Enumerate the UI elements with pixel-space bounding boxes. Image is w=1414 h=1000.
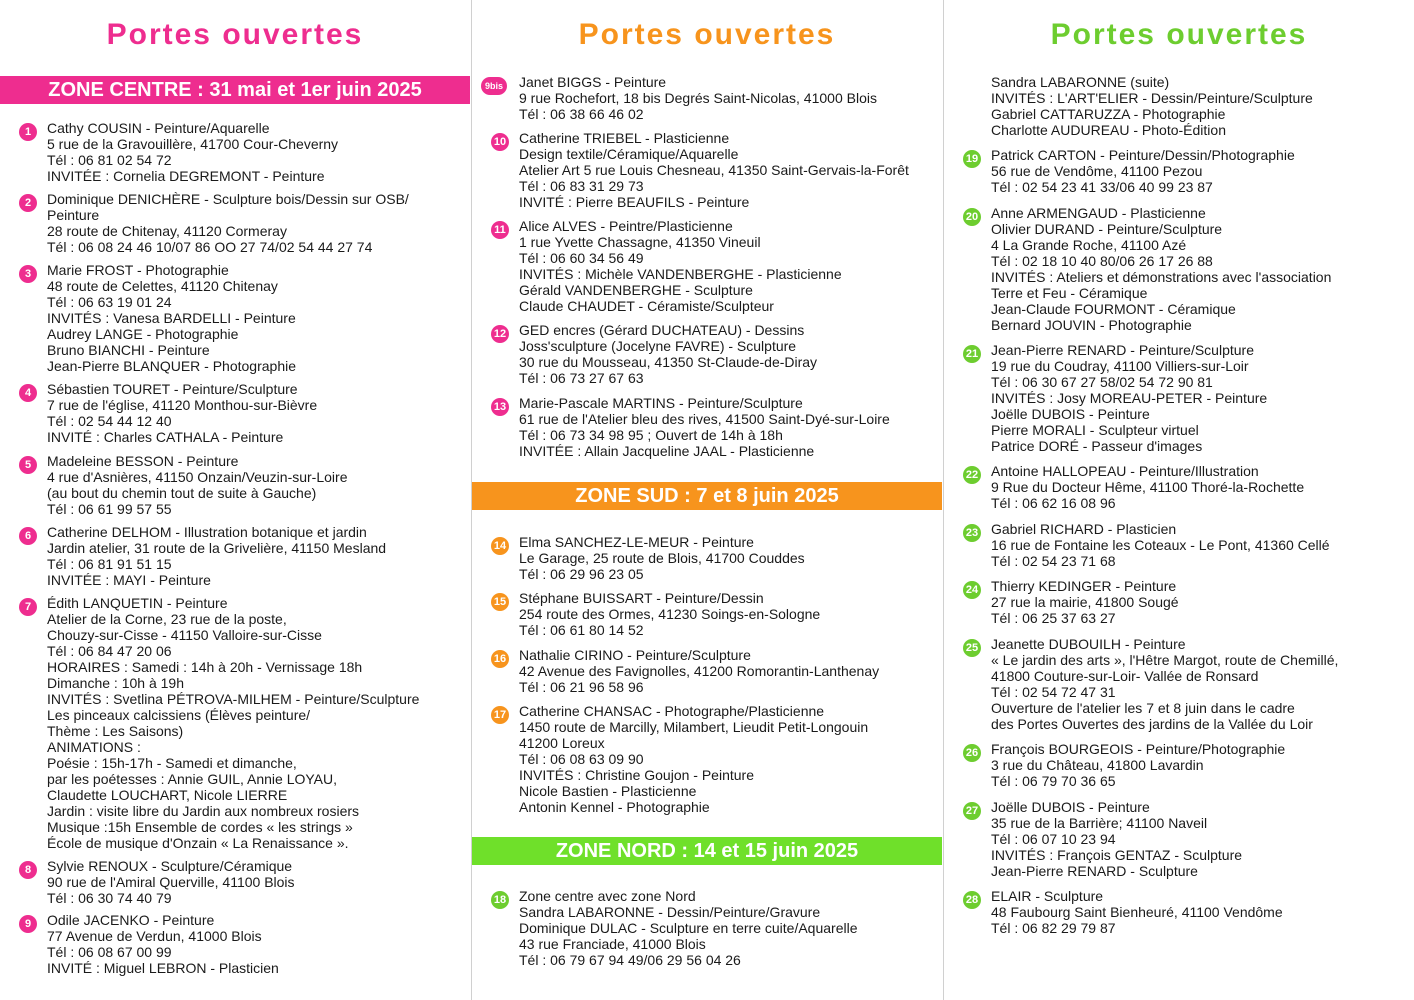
entry-number-badge: 11 bbox=[491, 221, 509, 239]
entry-number-badge: 15 bbox=[491, 593, 509, 611]
exhibitor-detail-line: INVITÉ : Charles CATHALA - Peinture bbox=[47, 429, 284, 445]
exhibitor-detail-line: Dimanche : 10h à 19h bbox=[47, 675, 184, 691]
exhibitor-name: Cathy COUSIN - Peinture/Aquarelle bbox=[47, 120, 270, 136]
exhibitor-entry bbox=[519, 703, 868, 815]
exhibitor-detail-line: Peinture bbox=[47, 207, 100, 223]
exhibitor-detail-line: Tél : 06 08 67 00 99 bbox=[47, 944, 172, 960]
exhibitor-detail-line: Les pinceaux calcissiens (Élèves peinture/ bbox=[47, 707, 311, 723]
exhibitor-name: Thierry KEDINGER - Peinture bbox=[991, 578, 1177, 594]
exhibitor-detail-line: Tél : 02 18 10 40 80/06 26 17 26 88 bbox=[991, 253, 1213, 269]
entry-number-badge: 28 bbox=[963, 891, 981, 909]
entry-number-badge: 19 bbox=[963, 150, 981, 168]
exhibitor-name: Catherine TRIEBEL - Plasticienne bbox=[519, 130, 730, 146]
exhibitor-detail-line: Tél : 02 54 44 12 40 bbox=[47, 413, 172, 429]
exhibitor-detail-line: Dominique DULAC - Sculpture en terre cuite/Aquarelle bbox=[519, 920, 858, 936]
exhibitor-entry bbox=[47, 381, 317, 445]
entry-number-badge: 17 bbox=[491, 706, 509, 724]
exhibitor-detail-line: INVITÉS : L'ART'ELIER - Dessin/Peinture/Sculpture bbox=[991, 90, 1313, 106]
exhibitor-entry bbox=[47, 524, 386, 588]
exhibitor-detail-line: 41200 Loreux bbox=[519, 735, 605, 751]
exhibitor-detail-line: 35 rue de la Barrière; 41100 Naveil bbox=[991, 815, 1208, 831]
exhibitor-detail-line: INVITÉS : François GENTAZ - Sculpture bbox=[991, 847, 1243, 863]
entry-number-badge: 8 bbox=[19, 861, 37, 879]
exhibitor-detail-line: 19 rue du Coudray, 41100 Villiers-sur-Loir bbox=[991, 358, 1249, 374]
exhibitor-entry bbox=[991, 578, 1179, 626]
exhibitor-detail-line: INVITÉS : Christine Goujon - Peinture bbox=[519, 767, 754, 783]
exhibitor-detail-line: 42 Avenue des Favignolles, 41200 Romorantin-Lanthenay bbox=[519, 663, 880, 679]
exhibitor-detail-line: École de musique d'Onzain « La Renaissance ». bbox=[47, 835, 349, 851]
entry-number-badge: 12 bbox=[491, 325, 509, 343]
exhibitor-detail-line: Bruno BIANCHI - Peinture bbox=[47, 342, 210, 358]
exhibitor-entry bbox=[47, 595, 419, 851]
exhibitor-detail-line: Tél : 06 60 34 56 49 bbox=[519, 250, 644, 266]
entry-number-badge: 25 bbox=[963, 639, 981, 657]
exhibitor-name: Jean-Pierre RENARD - Peinture/Sculpture bbox=[991, 342, 1254, 358]
exhibitor-entry bbox=[47, 858, 295, 906]
column-title: Portes ouvertes bbox=[578, 18, 836, 51]
exhibitor-name: Dominique DENICHÈRE - Sculpture bois/Dessin sur OSB/ bbox=[47, 191, 409, 207]
exhibitor-name: Catherine DELHOM - Illustration botanique et jardin bbox=[47, 524, 367, 540]
exhibitor-detail-line: 5 rue de la Gravouillère, 41700 Cour-Cheverny bbox=[47, 136, 339, 152]
exhibitor-detail-line: Antonin Kennel - Photographie bbox=[519, 799, 710, 815]
exhibitor-name: Gabriel RICHARD - Plasticien bbox=[991, 521, 1177, 537]
entry-number-badge: 7 bbox=[19, 598, 37, 616]
exhibitor-detail-line: Tél : 06 08 24 46 10/07 86 OO 27 74/02 54 44 27 74 bbox=[47, 239, 373, 255]
exhibitor-detail-line: Musique :15h Ensemble de cordes « les strings » bbox=[47, 819, 353, 835]
entry-number-badge: 6 bbox=[19, 527, 37, 545]
exhibitor-detail-line: 61 rue de l'Atelier bleu des rives, 41500 Saint-Dyé-sur-Loire bbox=[519, 411, 890, 427]
entry-number-badge: 2 bbox=[19, 194, 37, 212]
exhibitor-detail-line: 4 La Grande Roche, 41100 Azé bbox=[991, 237, 1187, 253]
exhibitor-entry bbox=[47, 262, 296, 374]
exhibitor-entry bbox=[519, 218, 842, 314]
exhibitor-detail-line: 30 rue du Mousseau, 41350 St-Claude-de-Diray bbox=[519, 354, 818, 370]
exhibitor-name: GED encres (Gérard DUCHATEAU) - Dessins bbox=[519, 322, 805, 338]
entry-number-badge: 20 bbox=[963, 208, 981, 226]
exhibitor-entry bbox=[991, 888, 1283, 936]
exhibitor-name: François BOURGEOIS - Peinture/Photographie bbox=[991, 741, 1286, 757]
exhibitor-detail-line: Tél : 06 73 34 98 95 ; Ouvert de 14h à 18h bbox=[519, 427, 783, 443]
exhibitor-detail-line: Atelier Art 5 rue Louis Chesneau, 41350 Saint-Gervais-la-Forêt bbox=[519, 162, 909, 178]
exhibitor-detail-line: 27 rue la mairie, 41800 Sougé bbox=[991, 594, 1179, 610]
exhibitor-detail-line: INVITÉE : MAYI - Peinture bbox=[47, 572, 211, 588]
exhibitor-entry bbox=[991, 74, 1313, 138]
entry-number-badge: 21 bbox=[963, 345, 981, 363]
exhibitor-detail-line: Patrice DORÉ - Passeur d'images bbox=[991, 438, 1203, 454]
exhibitor-detail-line: Poésie : 15h-17h - Samedi et dimanche, bbox=[47, 755, 297, 771]
entry-number-badge: 22 bbox=[963, 466, 981, 484]
exhibitor-name: ELAIR - Sculpture bbox=[991, 888, 1104, 904]
exhibitor-entry bbox=[47, 120, 338, 184]
exhibitor-name: Patrick CARTON - Peinture/Dessin/Photographie bbox=[991, 147, 1295, 163]
exhibitor-entry bbox=[519, 888, 858, 968]
exhibitor-detail-line: INVITÉE : Allain Jacqueline JAAL - Plasticienne bbox=[519, 443, 815, 459]
entry-number-badge: 1 bbox=[19, 123, 37, 141]
exhibitor-detail-line: Tél : 06 79 70 36 65 bbox=[991, 773, 1116, 789]
exhibitor-detail-line: Tél : 02 54 23 71 68 bbox=[991, 553, 1116, 569]
exhibitor-detail-line: 77 Avenue de Verdun, 41000 Blois bbox=[47, 928, 262, 944]
entry-number-badge: 10 bbox=[491, 133, 509, 151]
exhibitor-name: Édith LANQUETIN - Peinture bbox=[47, 595, 228, 611]
exhibitor-detail-line: Jean-Pierre BLANQUER - Photographie bbox=[47, 358, 297, 374]
exhibitor-entry bbox=[991, 636, 1338, 732]
entry-number-badge: 9bis bbox=[481, 77, 507, 95]
exhibitor-detail-line: Olivier DURAND - Peinture/Sculpture bbox=[991, 221, 1223, 237]
column-title: Portes ouvertes bbox=[106, 18, 364, 51]
exhibitor-detail-line: Tél : 06 61 99 57 55 bbox=[47, 501, 172, 517]
entry-number-badge: 18 bbox=[491, 891, 509, 909]
exhibitor-detail-line: (au bout du chemin tout de suite à Gauche) bbox=[47, 485, 317, 501]
exhibitor-name: Marie FROST - Photographie bbox=[47, 262, 229, 278]
exhibitor-detail-line: 3 rue du Château, 41800 Lavardin bbox=[991, 757, 1204, 773]
exhibitor-detail-line: Tél : 06 30 74 40 79 bbox=[47, 890, 172, 906]
exhibitor-detail-line: Terre et Feu - Céramique bbox=[991, 285, 1148, 301]
exhibitor-detail-line: INVITÉ : Miguel LEBRON - Plasticien bbox=[47, 960, 279, 976]
exhibitor-name: Alice ALVES - Peintre/Plasticienne bbox=[519, 218, 733, 234]
exhibitor-detail-line: Tél : 06 61 80 14 52 bbox=[519, 622, 644, 638]
exhibitor-detail-line: Chouzy-sur-Cisse - 41150 Valloire-sur-Cisse bbox=[47, 627, 322, 643]
exhibitor-detail-line: Tél : 06 83 31 29 73 bbox=[519, 178, 644, 194]
exhibitor-detail-line: INVITÉS : Ateliers et démonstrations avec l'association bbox=[991, 269, 1332, 285]
exhibitor-entry bbox=[519, 395, 890, 459]
exhibitor-detail-line: Jean-Claude FOURMONT - Céramique bbox=[991, 301, 1236, 317]
zone-centre-banner: ZONE CENTRE : 31 mai et 1er juin 2025 bbox=[0, 76, 470, 104]
exhibitor-detail-line: Tél : 06 81 02 54 72 bbox=[47, 152, 172, 168]
exhibitor-detail-line: 48 route de Celettes, 41120 Chitenay bbox=[47, 278, 278, 294]
exhibitor-entry bbox=[991, 521, 1330, 569]
column-3 bbox=[944, 0, 1414, 1000]
exhibitor-entry bbox=[519, 130, 909, 210]
exhibitor-detail-line: Sandra LABARONNE - Dessin/Peinture/Gravure bbox=[519, 904, 821, 920]
exhibitor-name: Nathalie CIRINO - Peinture/Sculpture bbox=[519, 647, 751, 663]
zone-sud-banner: ZONE SUD : 7 et 8 juin 2025 bbox=[472, 482, 942, 510]
exhibitor-detail-line: 1 rue Yvette Chassagne, 41350 Vineuil bbox=[519, 234, 761, 250]
exhibitor-detail-line: 48 Faubourg Saint Bienheuré, 41100 Vendôme bbox=[991, 904, 1283, 920]
exhibitor-name: Madeleine BESSON - Peinture bbox=[47, 453, 239, 469]
entry-number-badge: 9 bbox=[19, 915, 37, 933]
exhibitor-detail-line: HORAIRES : Samedi : 14h à 20h - Vernissage 18h bbox=[47, 659, 363, 675]
entry-number-badge: 26 bbox=[963, 744, 981, 762]
exhibitor-detail-line: Charlotte AUDUREAU - Photo-Édition bbox=[991, 122, 1226, 138]
exhibitor-detail-line: Tél : 06 08 63 09 90 bbox=[519, 751, 644, 767]
exhibitor-detail-line: INVITÉS : Svetlina PÉTROVA-MILHEM - Peinture/Sculpture bbox=[47, 691, 420, 707]
exhibitor-detail-line: 16 rue de Fontaine les Coteaux - Le Pont, 41360 Cellé bbox=[991, 537, 1330, 553]
exhibitor-name: Zone centre avec zone Nord bbox=[519, 888, 696, 904]
exhibitor-detail-line: Joss'sculpture (Jocelyne FAVRE) - Sculpture bbox=[519, 338, 797, 354]
exhibitor-name: Joëlle DUBOIS - Peinture bbox=[991, 799, 1150, 815]
exhibitor-detail-line: Ouverture de l'atelier les 7 et 8 juin dans le cadre bbox=[991, 700, 1295, 716]
exhibitor-entry bbox=[47, 912, 279, 976]
exhibitor-detail-line: « Le jardin des arts », l'Hêtre Margot, route de Chemillé, bbox=[991, 652, 1339, 668]
exhibitor-entry bbox=[519, 322, 817, 386]
exhibitor-detail-line: Tél : 02 54 23 41 33/06 40 99 23 87 bbox=[991, 179, 1213, 195]
exhibitor-detail-line: Nicole Bastien - Plasticienne bbox=[519, 783, 697, 799]
exhibitor-detail-line: ANIMATIONS : bbox=[47, 739, 141, 755]
exhibitor-detail-line: INVITÉE : Cornelia DEGREMONT - Peinture bbox=[47, 168, 325, 184]
exhibitor-entry bbox=[47, 453, 347, 517]
exhibitor-entry bbox=[519, 647, 879, 695]
exhibitor-detail-line: Bernard JOUVIN - Photographie bbox=[991, 317, 1192, 333]
exhibitor-detail-line: Claude CHAUDET - Céramiste/Sculpteur bbox=[519, 298, 774, 314]
exhibitor-detail-line: Atelier de la Corne, 23 rue de la poste, bbox=[47, 611, 287, 627]
column-title: Portes ouvertes bbox=[1050, 18, 1308, 51]
exhibitor-entry bbox=[991, 147, 1295, 195]
exhibitor-entry bbox=[519, 590, 820, 638]
exhibitor-detail-line: INVITÉS : Vanesa BARDELLI - Peinture bbox=[47, 310, 296, 326]
exhibitor-detail-line: Tél : 06 38 66 46 02 bbox=[519, 106, 644, 122]
exhibitor-detail-line: Tél : 06 29 96 23 05 bbox=[519, 566, 644, 582]
column-1 bbox=[0, 0, 470, 1000]
exhibitor-detail-line: 9 Rue du Docteur Hême, 41100 Thoré-la-Rochette bbox=[991, 479, 1305, 495]
exhibitor-detail-line: Tél : 06 82 29 79 87 bbox=[991, 920, 1116, 936]
exhibitor-detail-line: 9 rue Rochefort, 18 bis Degrés Saint-Nicolas, 41000 Blois bbox=[519, 90, 877, 106]
exhibitor-detail-line: 90 rue de l'Amiral Querville, 41100 Blois bbox=[47, 874, 295, 890]
exhibitor-detail-line: Tél : 06 63 19 01 24 bbox=[47, 294, 172, 310]
exhibitor-entry bbox=[991, 205, 1331, 333]
exhibitor-detail-line: Tél : 06 62 16 08 96 bbox=[991, 495, 1116, 511]
exhibitor-detail-line: 7 rue de l'église, 41120 Monthou-sur-Bièvre bbox=[47, 397, 318, 413]
exhibitor-detail-line: 28 route de Chitenay, 41120 Cormeray bbox=[47, 223, 287, 239]
exhibitor-detail-line: Design textile/Céramique/Aquarelle bbox=[519, 146, 739, 162]
exhibitor-detail-line: des Portes Ouvertes des jardins de la Vallée du Loir bbox=[991, 716, 1313, 732]
exhibitor-detail-line: Tél : 06 25 37 63 27 bbox=[991, 610, 1116, 626]
exhibitor-detail-line: 43 rue Franciade, 41000 Blois bbox=[519, 936, 706, 952]
exhibitor-detail-line: 41800 Couture-sur-Loir- Vallée de Ronsard bbox=[991, 668, 1259, 684]
entry-number-badge: 13 bbox=[491, 398, 509, 416]
exhibitor-detail-line: Jardin : visite libre du Jardin aux nombreux rosiers bbox=[47, 803, 360, 819]
exhibitor-entry bbox=[991, 342, 1267, 454]
exhibitor-name: Elma SANCHEZ-LE-MEUR - Peinture bbox=[519, 534, 754, 550]
exhibitor-entry bbox=[519, 74, 877, 122]
exhibitor-detail-line: Tél : 06 79 67 94 49/06 29 56 04 26 bbox=[519, 952, 741, 968]
exhibitor-name: Catherine CHANSAC - Photographe/Plasticienne bbox=[519, 703, 825, 719]
exhibitor-detail-line: Tél : 06 30 67 27 58/02 54 72 90 81 bbox=[991, 374, 1213, 390]
exhibitor-detail-line: 4 rue d'Asnières, 41150 Onzain/Veuzin-sur-Loire bbox=[47, 469, 348, 485]
exhibitor-detail-line: INVITÉS : Josy MOREAU-PETER - Peinture bbox=[991, 390, 1268, 406]
exhibitor-detail-line: Tél : 06 07 10 23 94 bbox=[991, 831, 1116, 847]
exhibitor-name: Odile JACENKO - Peinture bbox=[47, 912, 215, 928]
exhibitor-detail-line: Pierre MORALI - Sculpteur virtuel bbox=[991, 422, 1199, 438]
exhibitor-detail-line: 254 route des Ormes, 41230 Soings-en-Sologne bbox=[519, 606, 821, 622]
exhibitor-detail-line: INVITÉS : Michèle VANDENBERGHE - Plasticienne bbox=[519, 266, 842, 282]
entry-number-badge: 16 bbox=[491, 650, 509, 668]
exhibitor-detail-line: Joëlle DUBOIS - Peinture bbox=[991, 406, 1150, 422]
exhibitor-detail-line: INVITÉ : Pierre BEAUFILS - Peinture bbox=[519, 194, 750, 210]
exhibitor-name: Sylvie RENOUX - Sculpture/Céramique bbox=[47, 858, 293, 874]
exhibitor-detail-line: Tél : 06 21 96 58 96 bbox=[519, 679, 644, 695]
exhibitor-entry bbox=[991, 799, 1242, 879]
exhibitor-detail-line: Tél : 06 81 91 51 15 bbox=[47, 556, 172, 572]
exhibitor-detail-line: 1450 route de Marcilly, Milambert, Lieudit Petit-Longouin bbox=[519, 719, 869, 735]
exhibitor-name: Marie-Pascale MARTINS - Peinture/Sculpture bbox=[519, 395, 803, 411]
exhibitor-detail-line: Claudette LOUCHART, Nicole LIERRE bbox=[47, 787, 288, 803]
exhibitor-detail-line: Tél : 06 73 27 67 63 bbox=[519, 370, 644, 386]
exhibitor-name: Anne ARMENGAUD - Plasticienne bbox=[991, 205, 1206, 221]
exhibitor-detail-line: Jardin atelier, 31 route de la Grivelière, 41150 Mesland bbox=[47, 540, 387, 556]
exhibitor-entry bbox=[47, 191, 409, 255]
exhibitor-entry bbox=[991, 741, 1285, 789]
exhibitor-detail-line: Audrey LANGE - Photographie bbox=[47, 326, 239, 342]
exhibitor-detail-line: Gérald VANDENBERGHE - Sculpture bbox=[519, 282, 753, 298]
exhibitor-detail-line: Thème : Les Saisons) bbox=[47, 723, 184, 739]
exhibitor-name: Janet BIGGS - Peinture bbox=[519, 74, 667, 90]
exhibitor-detail-line: Le Garage, 25 route de Blois, 41700 Couddes bbox=[519, 550, 805, 566]
exhibitor-entry bbox=[991, 463, 1304, 511]
exhibitor-entry bbox=[519, 534, 805, 582]
entry-number-badge: 24 bbox=[963, 581, 981, 599]
entry-number-badge: 23 bbox=[963, 524, 981, 542]
exhibitor-detail-line: Jean-Pierre RENARD - Sculpture bbox=[991, 863, 1198, 879]
entry-number-badge: 5 bbox=[19, 456, 37, 474]
exhibitor-detail-line: par les poétesses : Annie GUIL, Annie LOYAU, bbox=[47, 771, 338, 787]
column-2 bbox=[472, 0, 942, 1000]
exhibitor-detail-line: 56 rue de Vendôme, 41100 Pezou bbox=[991, 163, 1203, 179]
exhibitor-detail-line: Tél : 02 54 72 47 31 bbox=[991, 684, 1116, 700]
entry-number-badge: 14 bbox=[491, 537, 509, 555]
entry-number-badge: 27 bbox=[963, 802, 981, 820]
exhibitor-detail-line: Tél : 06 84 47 20 06 bbox=[47, 643, 172, 659]
exhibitor-name: Sandra LABARONNE (suite) bbox=[991, 74, 1170, 90]
exhibitor-name: Antoine HALLOPEAU - Peinture/Illustration bbox=[991, 463, 1259, 479]
exhibitor-name: Stéphane BUISSART - Peinture/Dessin bbox=[519, 590, 764, 606]
exhibitor-name: Sébastien TOURET - Peinture/Sculpture bbox=[47, 381, 298, 397]
entry-number-badge: 3 bbox=[19, 265, 37, 283]
entry-number-badge: 4 bbox=[19, 384, 37, 402]
zone-nord-banner: ZONE NORD : 14 et 15 juin 2025 bbox=[472, 837, 942, 865]
exhibitor-detail-line: Gabriel CATTARUZZA - Photographie bbox=[991, 106, 1226, 122]
exhibitor-name: Jeanette DUBOUILH - Peinture bbox=[991, 636, 1186, 652]
